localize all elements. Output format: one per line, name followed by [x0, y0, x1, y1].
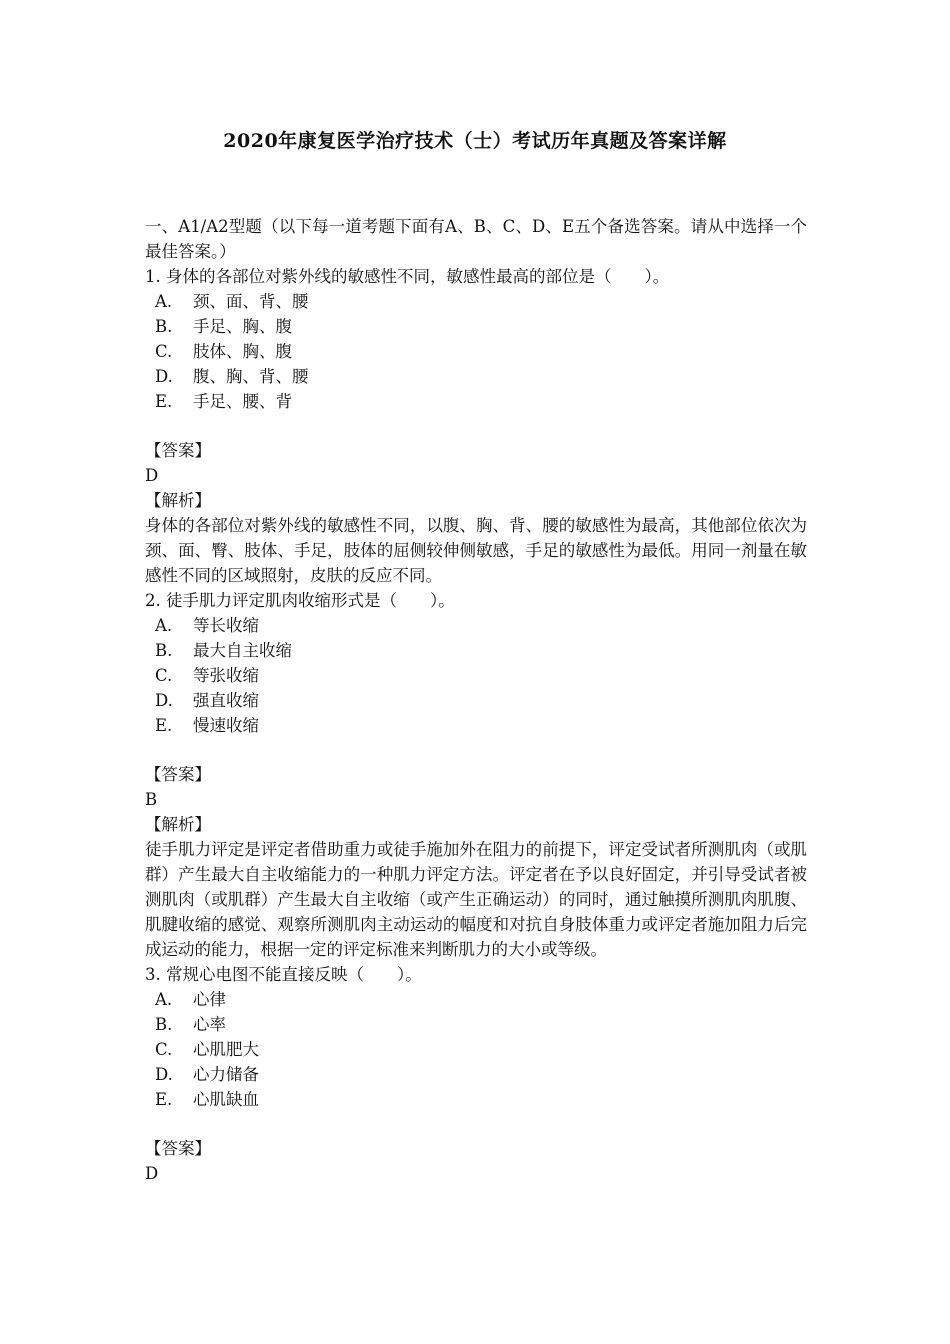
option-a: A. 心律: [155, 990, 226, 1009]
option-c: C. 肢体、胸、腹: [155, 342, 292, 361]
option-e: E. 手足、腰、背: [155, 392, 292, 411]
option-b: B. 手足、胸、腹: [155, 317, 292, 336]
option-e: E. 心肌缺血: [155, 1090, 259, 1109]
option-a: A. 颈、面、背、腰: [155, 292, 309, 311]
option-b: B. 心率: [155, 1015, 226, 1034]
page-title: 2020年康复医学治疗技术（士）考试历年真题及答案详解: [223, 130, 727, 152]
option-c: C. 等张收缩: [155, 666, 259, 685]
option-c: C. 心肌肥大: [155, 1040, 259, 1059]
answer-value: B: [145, 790, 158, 809]
option-d: D. 强直收缩: [155, 691, 259, 710]
option-a: A. 等长收缩: [155, 616, 259, 635]
answer-value: D: [145, 1164, 159, 1183]
option-d: D. 心力储备: [155, 1065, 259, 1084]
option-b: B. 最大自主收缩: [155, 641, 292, 660]
analysis-label: 【解析】: [145, 491, 211, 510]
answer-label: 【答案】: [145, 441, 211, 460]
question-stem: 3. 常规心电图不能直接反映（ ）。: [145, 965, 422, 984]
option-e: E. 慢速收缩: [155, 716, 259, 735]
section-heading: 一、A1/A2型题（以下每一道考题下面有A、B、C、D、E五个备选答案。请从中选择一个最佳答案。）: [145, 217, 807, 261]
answer-label: 【答案】: [145, 765, 211, 784]
analysis-text: 徒手肌力评定是评定者借助重力或徒手施加外在阻力的前提下，评定受试者所测肌肉（或肌群）产生最大自主收缩能力的一种肌力评定方法。评定者在予以良好固定，并引导受试者被测肌肉（或肌群）产生最大自主收缩（或产生正确运动）的同时，通过触摸所测肌肉肌腹、肌腱收缩的感觉、观察所测肌肉主动运动的幅度和对抗自身肢体重力或评定者施加阻力后完成运动的能力，根据一定的评定标准来判断肌力的大小或等级。: [145, 840, 807, 959]
question-1: [145, 264, 807, 588]
answer-label: 【答案】: [145, 1139, 211, 1158]
question-3: [145, 962, 807, 1186]
analysis-label: 【解析】: [145, 815, 211, 834]
answer-value: D: [145, 466, 159, 485]
option-d: D. 腹、胸、背、腰: [155, 367, 309, 386]
analysis-text: 身体的各部位对紫外线的敏感性不同，以腹、胸、背、腰的敏感性为最高，其他部位依次为颈、面、臀、肢体、手足，肢体的屈侧较伸侧敏感，手足的敏感性为最低。用同一剂量在敏感性不同的区域照射，皮肤的反应不同。: [145, 516, 807, 585]
question-2: [145, 588, 807, 962]
question-stem: 1. 身体的各部位对紫外线的敏感性不同，敏感性最高的部位是（ ）。: [145, 267, 670, 286]
document-body: [145, 214, 807, 1186]
question-stem: 2. 徒手肌力评定肌肉收缩形式是（ ）。: [145, 591, 455, 610]
